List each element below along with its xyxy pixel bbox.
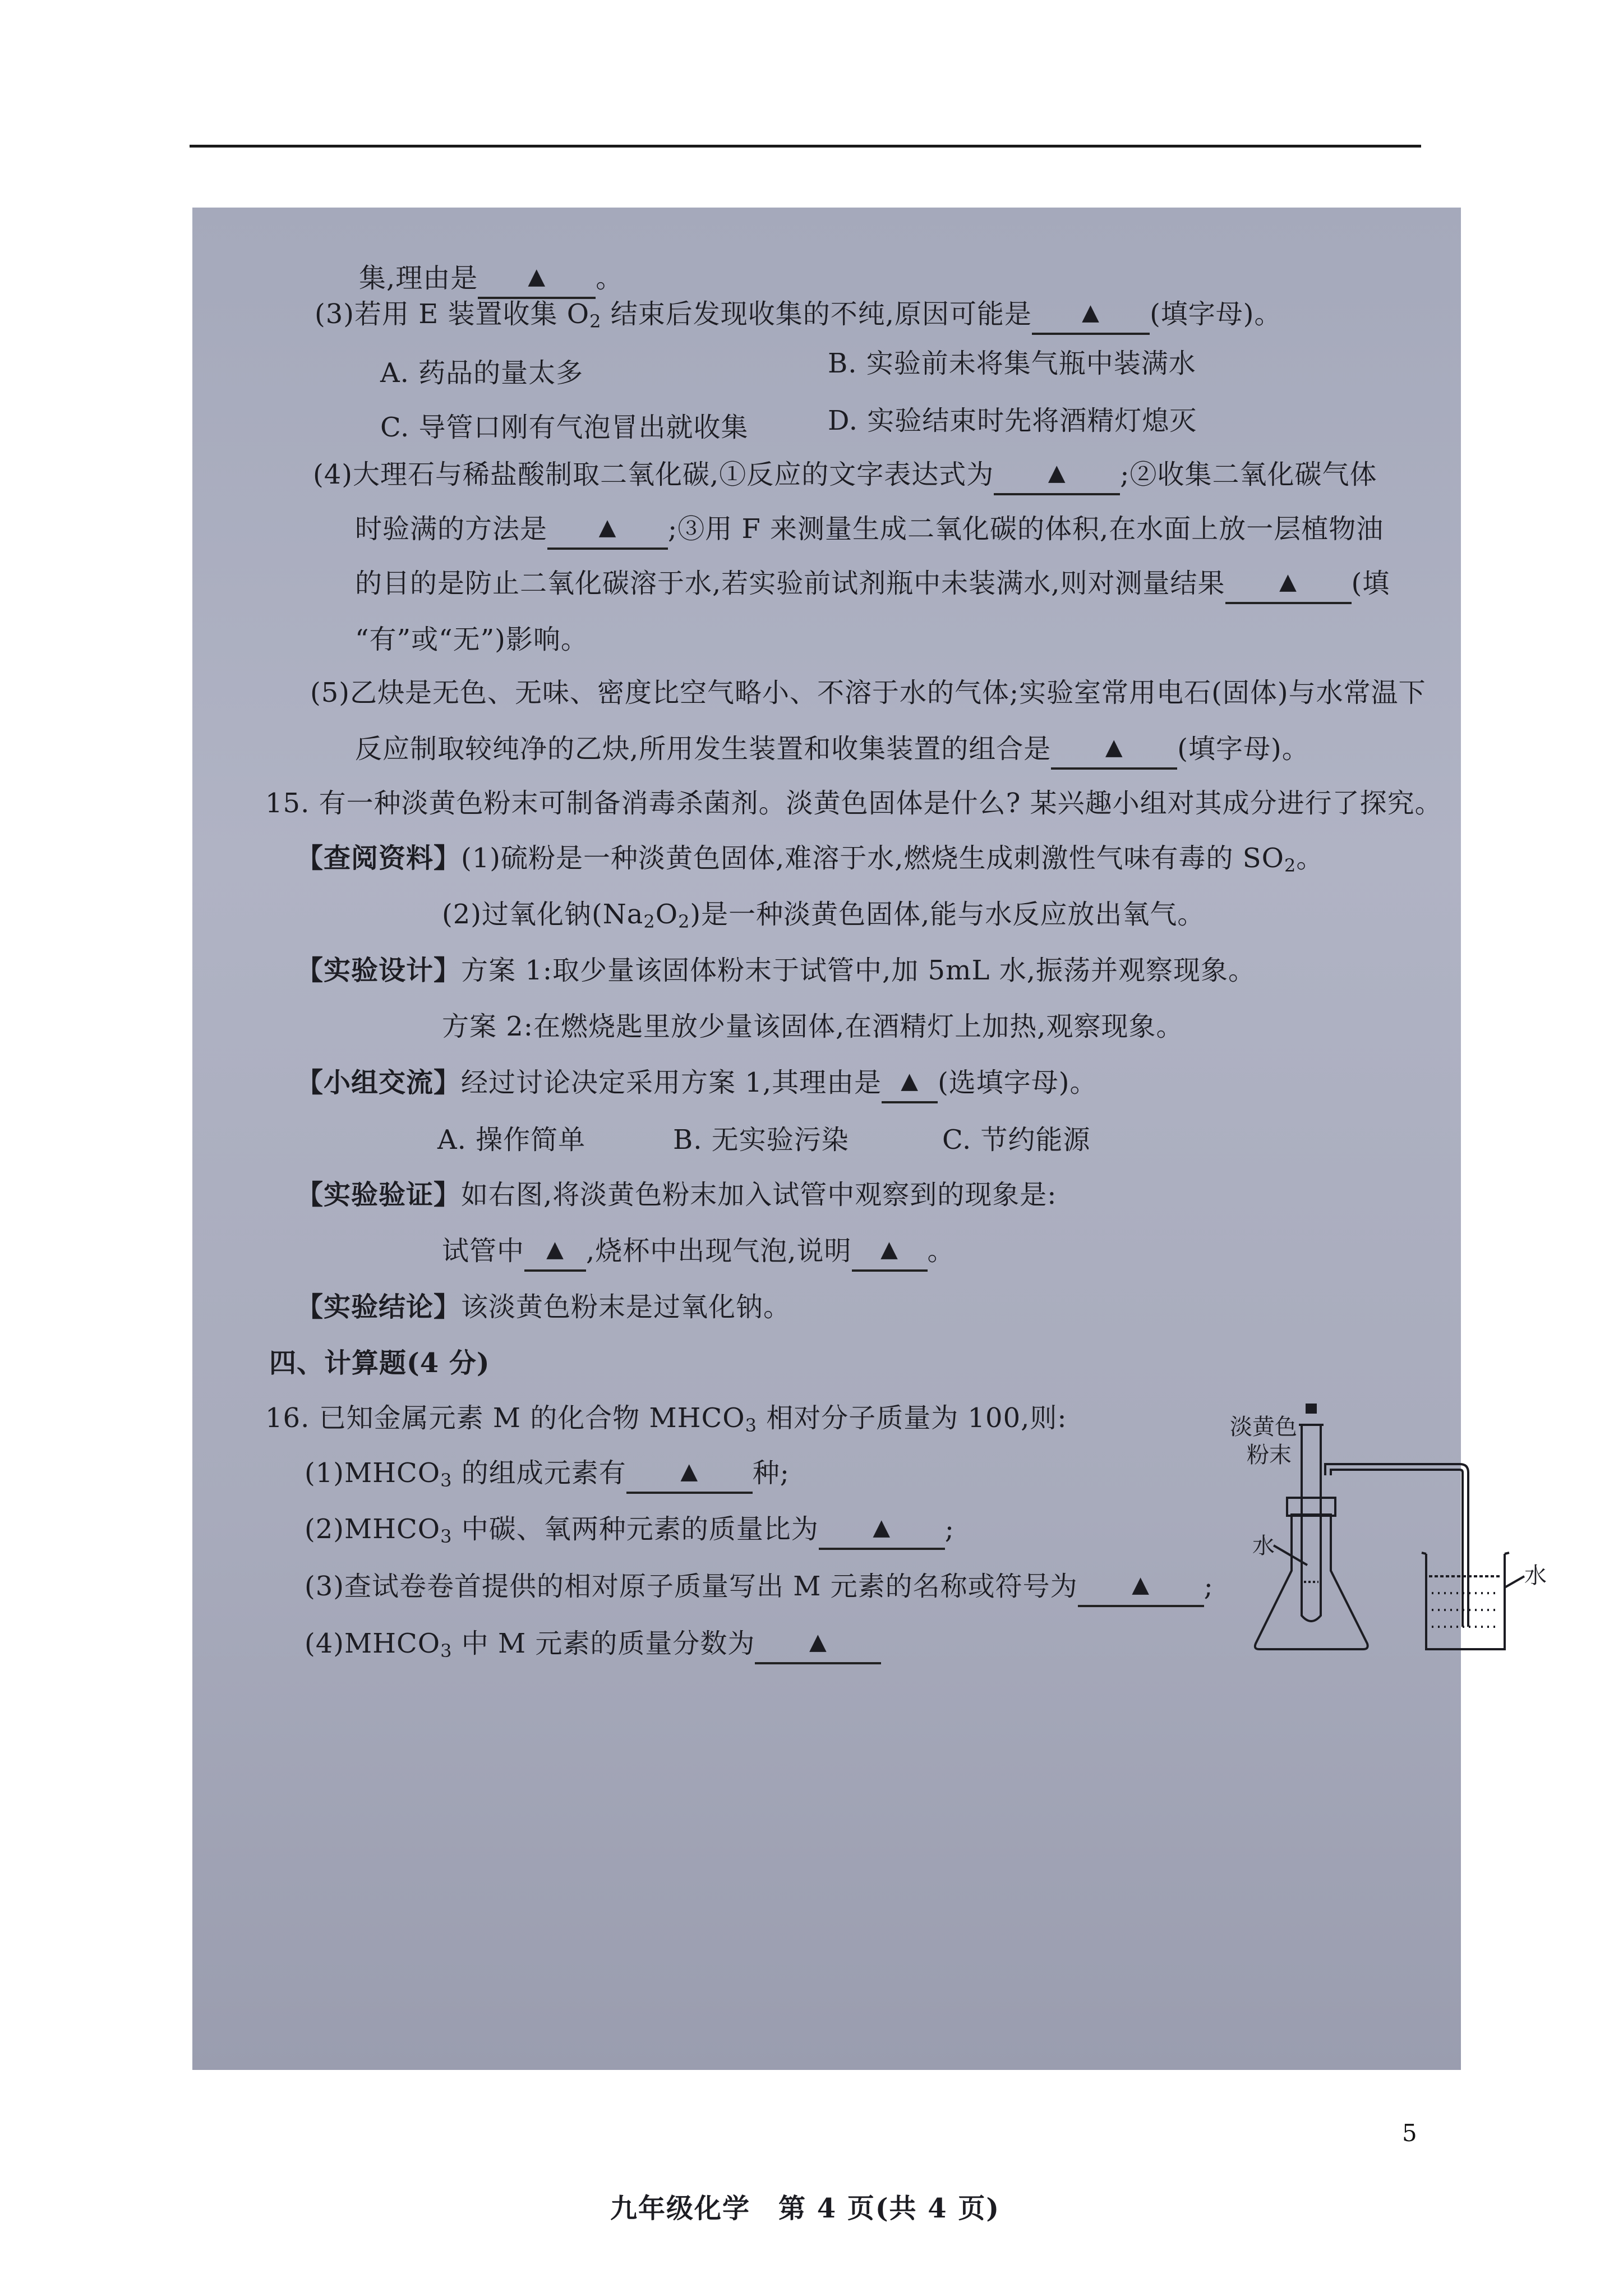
- answer-blank[interactable]: ▲: [547, 512, 668, 550]
- q15-conclusion: 【实验结论】该淡黄色粉末是过氧化钠。: [296, 1291, 791, 1323]
- q15-reference-1: 【查阅资料】(1)硫粉是一种淡黄色固体,难溶于水,燃烧生成刺激性气味有毒的 $SO_2$。: [296, 843, 1324, 876]
- question-16-3: (3)查试卷卷首提供的相对原子质量写出 M 元素的名称或符号为 ▲ ;: [305, 1570, 1214, 1607]
- answer-blank[interactable]: ▲: [1032, 297, 1150, 335]
- answer-blank[interactable]: ▲: [1051, 732, 1177, 770]
- q15-option-c: C. 节约能源: [942, 1124, 1091, 1156]
- question-4-line4: “有”或“无”)影响。: [355, 624, 588, 655]
- option-3c: C. 导管口刚有气泡冒出就收集: [380, 412, 749, 443]
- question-16: 16. 已知金属元素 M 的化合物 $MHCO_3$ 相对分子质量为 100,则:: [265, 1402, 1067, 1436]
- section-4-title: 四、计算题(4 分): [269, 1347, 490, 1379]
- answer-blank[interactable]: ▲: [755, 1627, 881, 1664]
- label-water-left: 水: [1252, 1533, 1275, 1559]
- question-15: 15. 有一种淡黄色粉末可制备消毒杀菌剂。淡黄色固体是什么? 某兴趣小组对其成分进行了探究。: [265, 788, 1442, 819]
- question-16-1: $(1)MHCO_3$ 的组成元素有 ▲ 种;: [305, 1456, 790, 1494]
- apparatus-diagram: [1230, 1402, 1555, 1674]
- option-3d: D. 实验结束时先将酒精灯熄灭: [828, 405, 1197, 436]
- answer-blank[interactable]: ▲: [819, 1512, 945, 1550]
- question-16-2: $(2)MHCO_3$ 中碳、氧两种元素的质量比为 ▲ ;: [305, 1512, 955, 1550]
- q15-design-1: 【实验设计】方案 1:取少量该固体粉末于试管中,加 5mL 水,振荡并观察现象。: [296, 955, 1256, 986]
- header-rule: [190, 145, 1421, 148]
- label-powder-2: 粉末: [1247, 1442, 1292, 1468]
- beaker: [1426, 1554, 1505, 1649]
- q15-design-2: 方案 2:在燃烧匙里放少量该固体,在酒精灯上加热,观察现象。: [442, 1011, 1184, 1042]
- q15-reference-2: (2)过氧化钠$(Na_2O_2)$是一种淡黄色固体,能与水反应放出氧气。: [442, 899, 1205, 932]
- question-5-line1: (5)乙炔是无色、无味、密度比空气略小、不溶于水的气体;实验室常用电石(固体)与水常温下: [310, 677, 1426, 708]
- answer-blank[interactable]: ▲: [994, 458, 1120, 495]
- test-tube: [1302, 1425, 1321, 1621]
- exam-page-photo: [192, 208, 1547, 2224]
- option-3b: B. 实验前未将集气瓶中装满水: [828, 348, 1196, 379]
- q15-verify: 【实验验证】如右图,将淡黄色粉末加入试管中观察到的现象是:: [296, 1179, 1057, 1211]
- answer-blank[interactable]: ▲: [626, 1456, 753, 1494]
- q15-option-b: B. 无实验污染: [673, 1124, 849, 1156]
- label-powder-1: 淡黄色: [1230, 1414, 1297, 1440]
- option-3a: A. 药品的量太多: [380, 357, 584, 389]
- question-5-line2: 反应制取较纯净的乙炔,所用发生装置和收集装置的组合是 ▲ (填字母)。: [355, 732, 1310, 770]
- rubber-stopper: [1287, 1498, 1335, 1516]
- label-water-right: 水: [1524, 1563, 1547, 1589]
- answer-blank[interactable]: ▲: [1078, 1570, 1204, 1607]
- powder-icon: [1306, 1404, 1317, 1414]
- question-3: (3)若用 E 装置收集 $O_2$ 结束后发现收集的不纯,原因可能是 ▲ (填字母)。: [315, 297, 1282, 335]
- question-4-line1: (4)大理石与稀盐酸制取二氧化碳,①反应的文字表达式为 ▲ ;②收集二氧化碳气体: [313, 458, 1377, 495]
- question-4-line3: 的目的是防止二氧化碳溶于水,若实验前试剂瓶中未装满水,则对测量结果 ▲ (填: [355, 567, 1390, 604]
- answer-blank[interactable]: ▲: [1225, 567, 1352, 604]
- q15-verify-2: 试管中 ▲ ,烧杯中出现气泡,说明 ▲ 。: [442, 1234, 955, 1272]
- question-16-4: $(4)MHCO_3$ 中 M 元素的质量分数为 ▲: [305, 1627, 881, 1664]
- answer-blank[interactable]: ▲: [882, 1066, 938, 1103]
- line-reason: 集,理由是 ▲ 。: [359, 261, 623, 299]
- q15-discussion: 【小组交流】经过讨论决定采用方案 1,其理由是 ▲ (选填字母)。: [296, 1066, 1098, 1103]
- question-4-line2: 时验满的方法是 ▲ ;③用 F 来测量生成二氧化碳的体积,在水面上放一层植物油: [355, 512, 1384, 550]
- page-footer: 九年级化学 第 4 页(共 4 页): [610, 2193, 1000, 2224]
- answer-blank[interactable]: ▲: [852, 1234, 928, 1272]
- answer-blank[interactable]: ▲: [524, 1234, 586, 1272]
- answer-blank[interactable]: ▲: [478, 261, 596, 299]
- page-number: 5: [1402, 2119, 1417, 2147]
- q15-option-a: A. 操作简单: [437, 1124, 586, 1156]
